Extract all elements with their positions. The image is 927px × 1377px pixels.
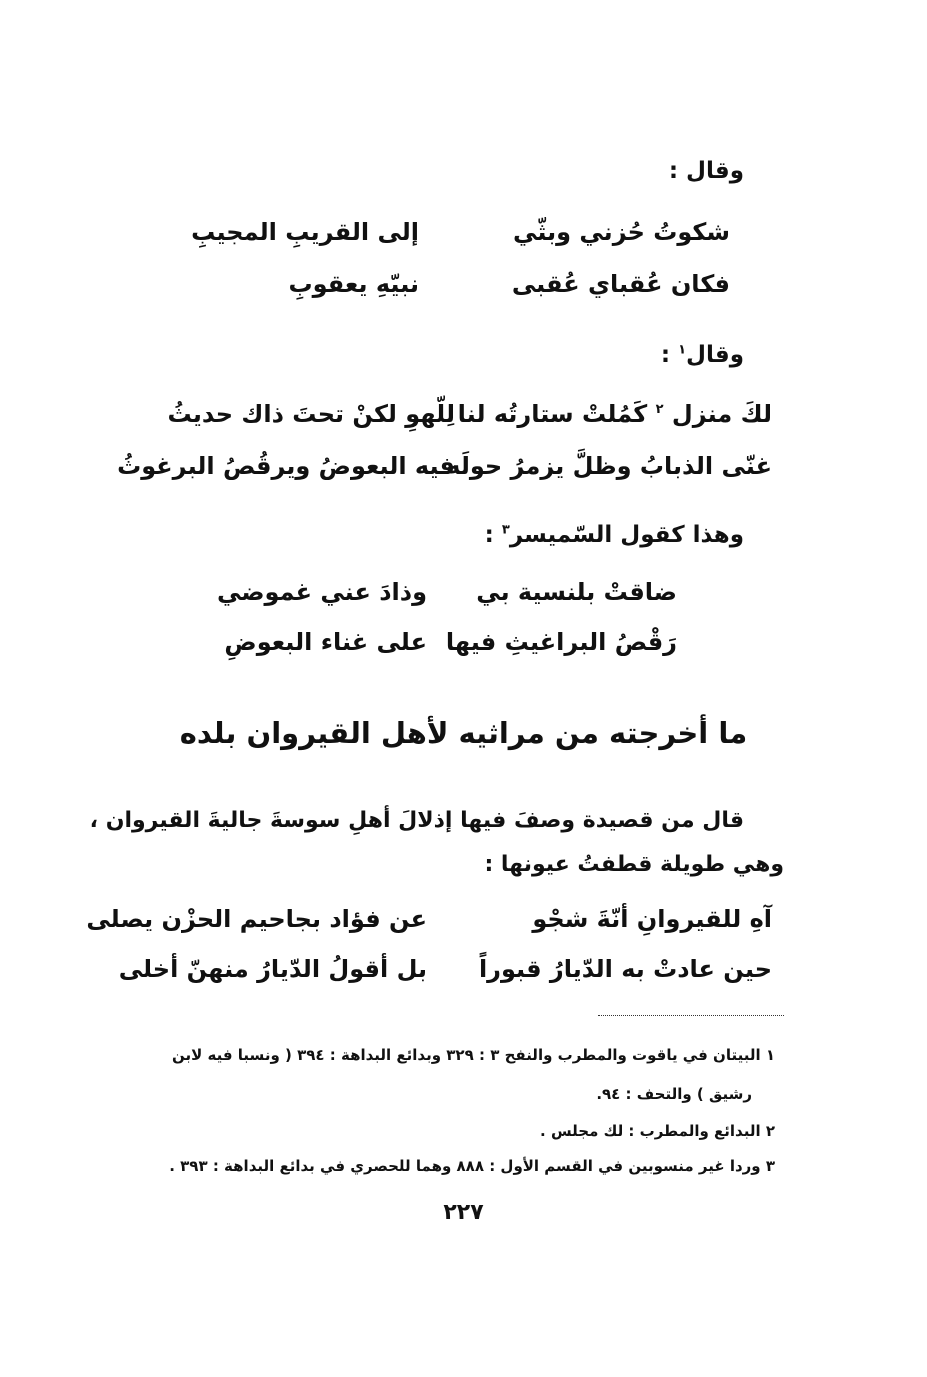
verse-1-2-left: نبيّهِ يعقوبِ [288,270,419,298]
intro-3-colon: : [484,522,502,548]
verse-2-1-right [458,400,772,428]
prose-line-2: وهي طويلة قطفتُ عيونها : [484,852,784,877]
footnote-1-line-2: رشيق ) والتحف : ٩٤. [596,1085,752,1103]
footnote-1-line-1: ١ البيتان في ياقوت والمطرب والنفح ٣ : ٣٢٩ وبدائع البداهة : ٣٩٤ ( ونسبا فيه لابن [172,1046,775,1064]
intro-2-colon: : [660,342,679,368]
verse-3-2-left: على غناء البعوضِ [224,628,427,656]
verse-4-1-left: عن فؤاد بجاحيم الحزْن يصلى [86,905,427,933]
verse-3-1-left: وذادَ عني غموضي [217,578,427,606]
verse-2-1-right-b: كَمُلتْ ستارتُه لنا [457,400,648,428]
verse-1-2-right: فكان عُقباي عُقبى [511,270,730,298]
verse-2-2-right: غنّى الذبابُ وظلَّ يزمرُ حولَه [446,452,772,480]
verse-3-1-right: ضاقتْ بلنسية بي [476,578,677,606]
prose-line-1: قال من قصيدة وصفَ فيها إذلالَ أهلِ سوسةَ جاليةَ القيروان ، [89,808,744,833]
page-number: ٢٢٧ [443,1200,484,1225]
footnote-3: ٣ وردا غير منسوبين في القسم الأول : ٨٨٨ وهما للحصري في بدائع البداهة : ٣٩٣ . [169,1157,775,1175]
intro-line-1: وقال : [668,158,744,184]
intro-line-2 [661,342,744,368]
verse-3-2-right: رَقْصُ البراغيثِ فيها [445,628,677,656]
footnote-separator [598,1015,784,1016]
intro-3-text: وهذا كقول السّميسر [509,522,744,548]
footnote-ref-3: ٣ [501,522,510,538]
footnote-ref-1: ١ [678,342,687,358]
verse-2-1-right-a: لكَ منزل [671,400,772,428]
verse-1-1-left: إلى القريبِ المجيبِ [191,218,419,246]
verse-4-1-right: آهِ للقيروانِ أنّةَ شجْو [532,905,772,933]
verse-2-1-left: لِلّهوِ لكنْ تحتَ ذاك حديثُ [167,400,455,428]
footnote-ref-2: ٢ [655,402,664,417]
verse-2-2-left: فيه البعوضُ ويرقُصُ البرغوثُ [117,452,455,480]
chapter-heading: ما أخرجته من مراثيه لأهل القيروان بلده [179,716,748,750]
verse-4-2-left: بل أقولُ الدّيارُ منهنّ أخلى [118,955,427,983]
verse-4-2-right: حين عادتْ به الدّيارُ قبوراً [478,955,772,983]
intro-2-text: وقال [686,342,744,368]
footnote-2: ٢ البدائع والمطرب : لك مجلس . [540,1122,775,1140]
verse-1-1-right: شكوتُ حُزني وبثّي [513,218,730,246]
intro-line-3 [485,522,744,548]
